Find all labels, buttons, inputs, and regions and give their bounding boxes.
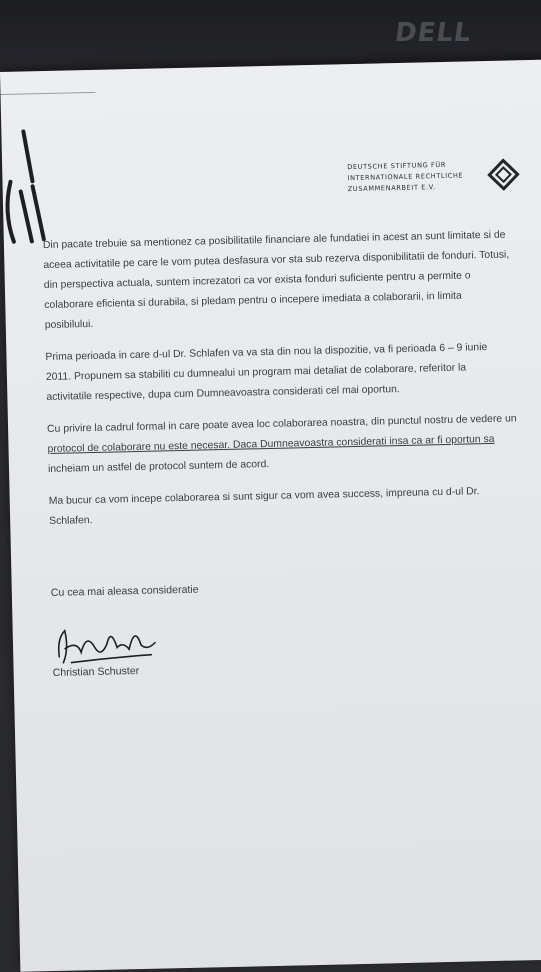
- text-line: Din pacate trebuie sa mentionez ca posibilitatile financiare ale fundatiei in acest an sunt limitate si de: [42, 229, 506, 252]
- letter-page: [0, 59, 541, 971]
- text-line: Schlafen.: [49, 515, 93, 527]
- text-line: protocol de colaborare nu este necesar. Daca Dumneavoastra considerati insa ca ar fi oportun sa: [47, 433, 495, 456]
- signer-name: Christian Schuster: [52, 664, 140, 679]
- text-line: posibilului.: [44, 318, 94, 332]
- text-line: Ma bucur ca vom incepe colaborarea si sunt sigur ca vom avea success, impreuna cu d-ul Dr.: [48, 486, 480, 508]
- text-line: 2011. Propunem sa stabiliti cu dumnealui un program mai detaliat de colaborare, referitor la: [45, 362, 467, 384]
- text-line: incheiam un astfel de protocol suntem de acord.: [47, 458, 270, 476]
- text-line: Prima perioada in care d-ul Dr. Schlafen va va sta din nou la dispozitie, va fi perioada 6 – 9 iunie: [45, 342, 488, 364]
- handwritten-signature: [50, 617, 161, 669]
- closing-salutation: Cu cea mai aleasa consideratie: [50, 583, 199, 599]
- letterhead-line: ZUSAMMENARBEIT E.V.: [347, 183, 436, 194]
- letter-body: [43, 225, 525, 544]
- text-line: aceea activitatile pe care le vom putea desfasura vor sta sub rezerva disponibilitatii de fonduri. Totusi,: [43, 249, 510, 272]
- paragraph: [49, 481, 525, 532]
- letterhead-line: INTERNATIONALE RECHTLICHE: [347, 171, 464, 183]
- letterhead: [347, 160, 464, 196]
- text-line: colaborare eficienta si durabila, si pledam pentru o incepere imediata a colaborarii, in limita: [44, 290, 462, 312]
- paragraph: [45, 337, 521, 408]
- text-line: Cu privire la cadrul formal in care poate avea loc colaborarea noastra, din punctul nostru de vedere un: [46, 413, 517, 436]
- text-line: activitatile respective, dupa cum Dumneavoastra considerati cel mai oportun.: [46, 384, 400, 404]
- letterhead-line: DEUTSCHE STIFTUNG FÜR: [347, 160, 447, 172]
- dell-logo: DELL: [392, 18, 474, 48]
- foundation-logo-icon: [487, 158, 520, 191]
- paragraph: [47, 409, 523, 480]
- text-line: din perspectiva actuala, suntem increzatori ca vor exista fonduri suficiente pentru a permite o: [43, 270, 471, 292]
- paragraph: [43, 225, 520, 336]
- paper-fold-line: [0, 92, 95, 95]
